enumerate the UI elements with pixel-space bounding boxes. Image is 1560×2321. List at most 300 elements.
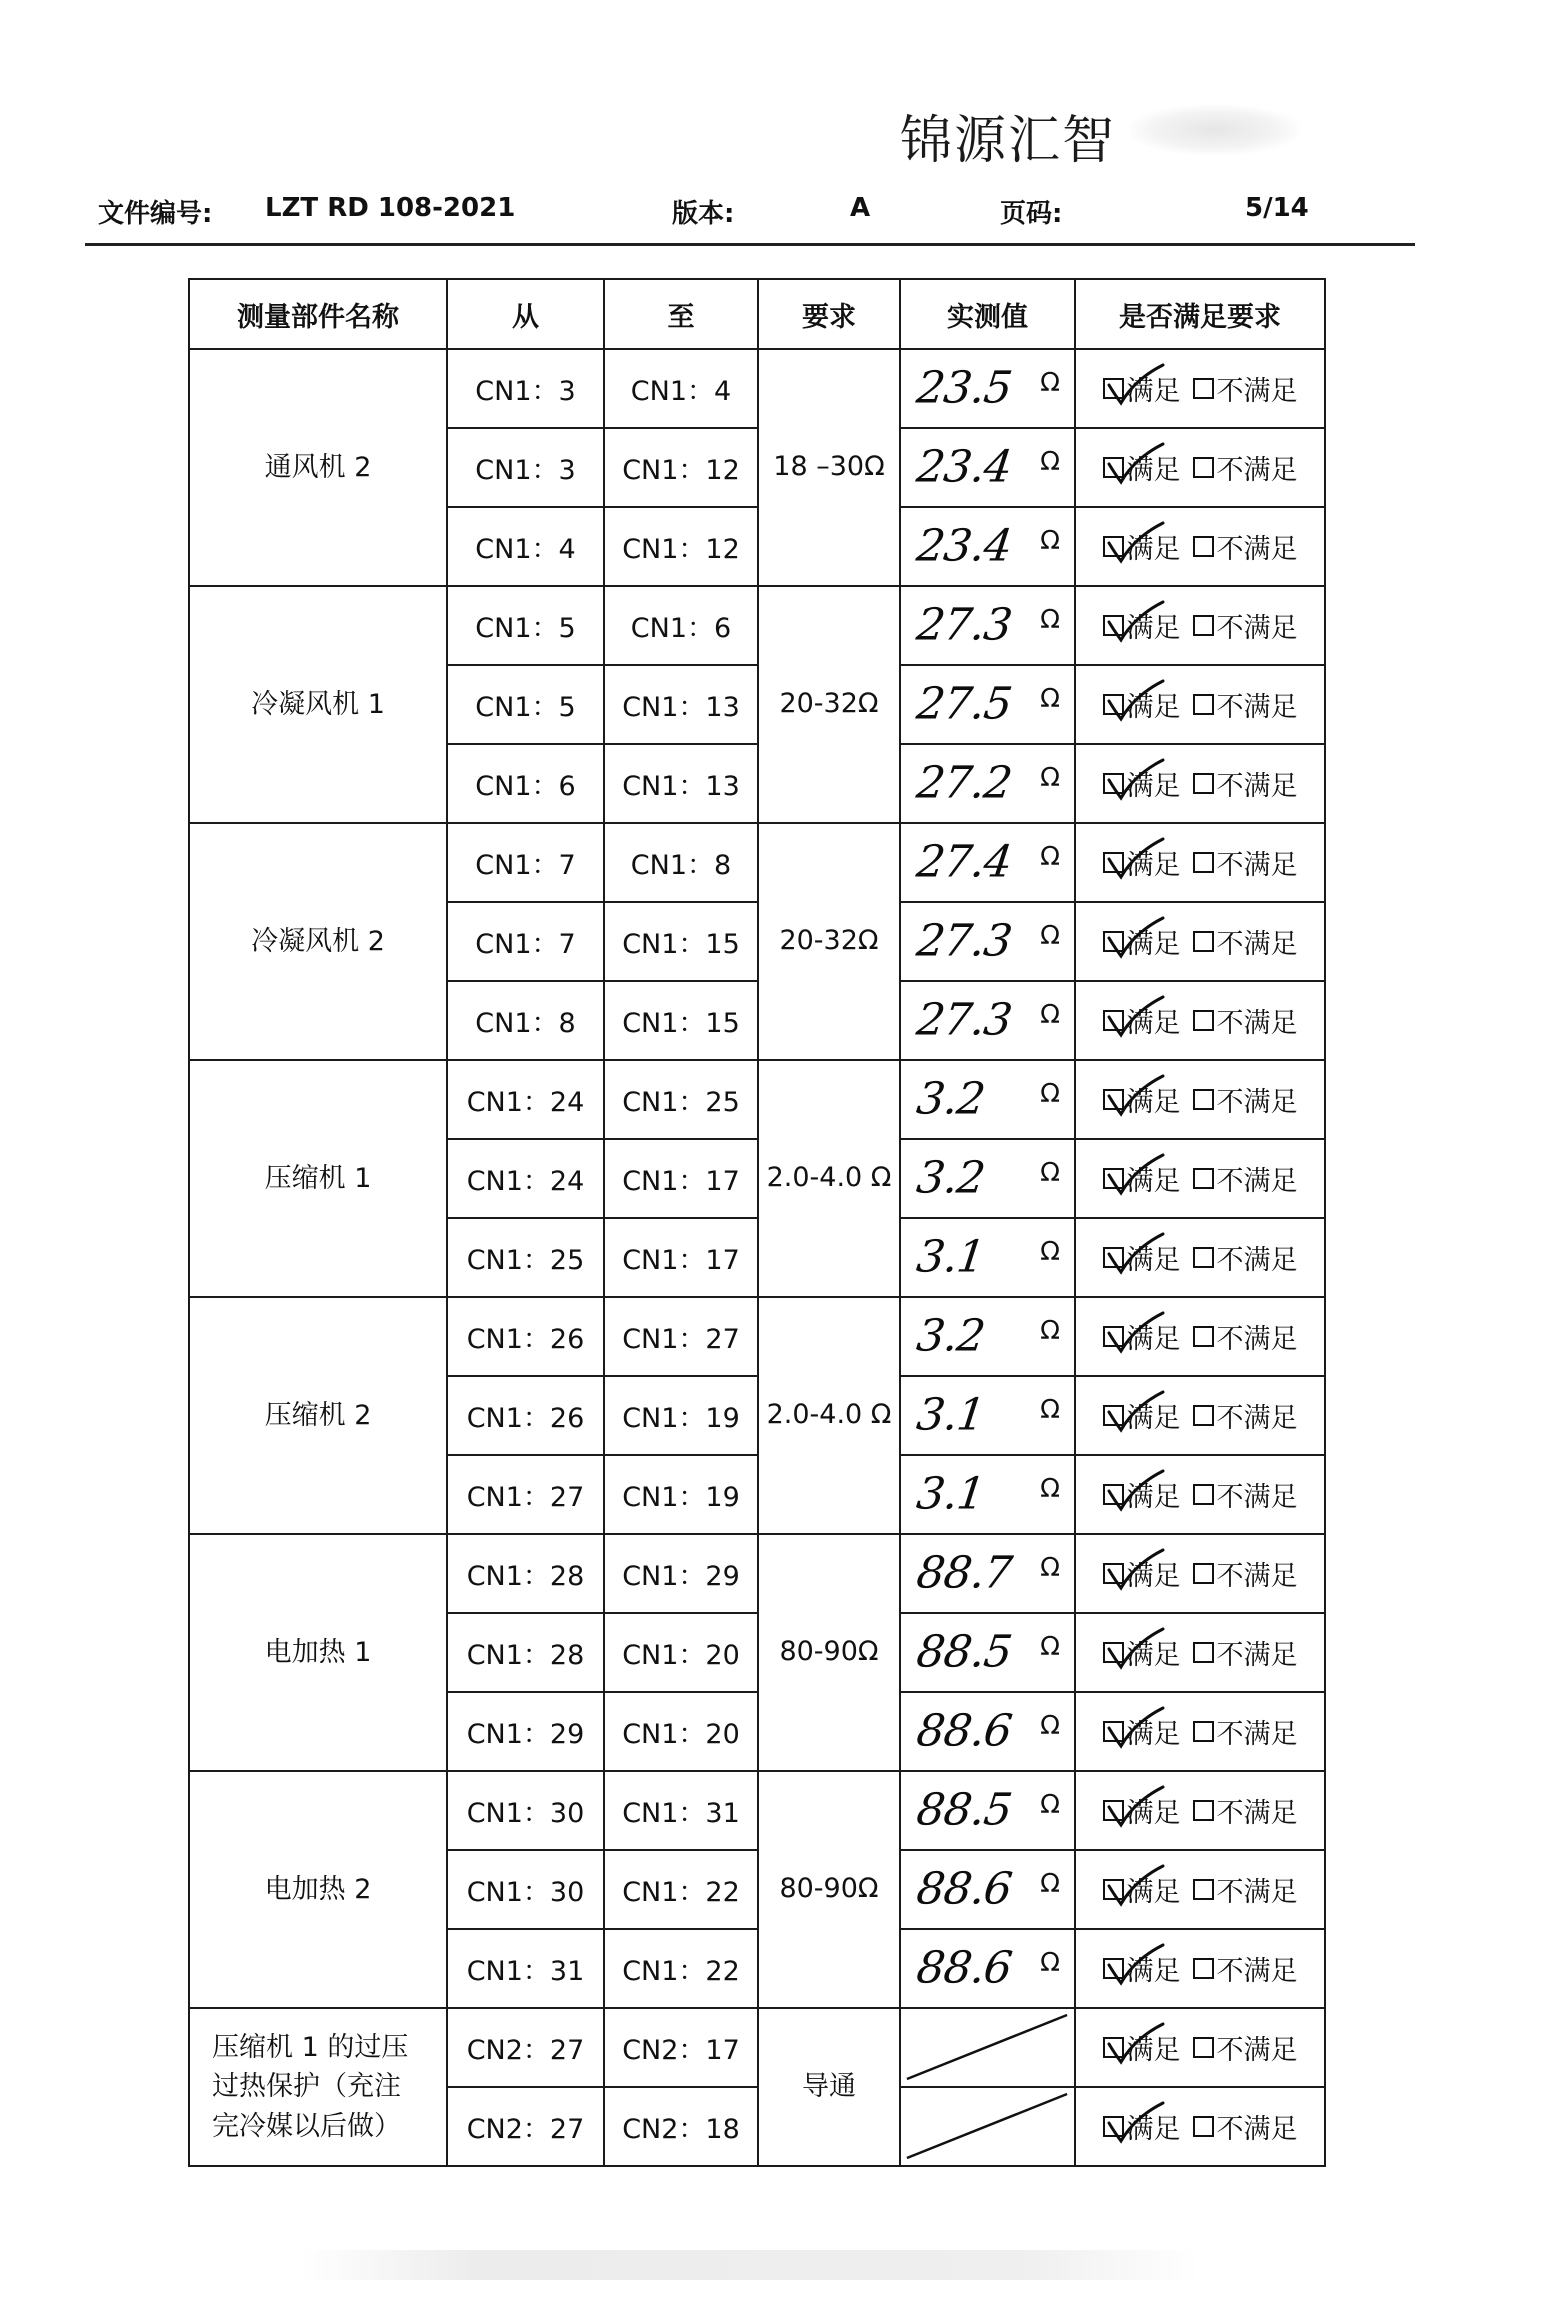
not-applicable-cell (900, 2008, 1075, 2087)
measured-value-cell (900, 349, 1075, 428)
handwritten-value: 3.2 (913, 1072, 988, 1124)
ohm-unit: Ω (1040, 447, 1060, 477)
measured-value-cell (900, 1376, 1075, 1455)
checkbox-box (1103, 1721, 1124, 1742)
handwritten-value: 3.1 (913, 1230, 988, 1282)
component-name: 冷凝风机 2 (189, 823, 447, 1060)
compliance-cell (1075, 2008, 1325, 2087)
not-satisfied-checkbox[interactable] (1193, 764, 1298, 803)
column-header: 实测值 (900, 279, 1075, 349)
not-satisfied-checkbox[interactable] (1193, 1633, 1298, 1672)
component-name-line: 完冷媒以后做） (212, 2110, 401, 2142)
checkbox-box (1103, 1089, 1124, 1110)
ohm-unit: Ω (1040, 1237, 1060, 1267)
handwritten-value: 27.3 (913, 598, 1015, 650)
measured-value-cell (900, 902, 1075, 981)
satisfied-checkbox[interactable] (1103, 685, 1181, 724)
checkbox-box (1103, 1642, 1124, 1663)
not-satisfied-checkbox[interactable] (1193, 1001, 1298, 1040)
satisfied-label: 满足 (1126, 613, 1181, 644)
not-satisfied-label: 不满足 (1216, 613, 1298, 644)
to-pin: CN1：13 (604, 744, 758, 823)
compliance-cell (1075, 428, 1325, 507)
checkbox-box (1193, 852, 1214, 873)
handwritten-value: 27.3 (913, 993, 1015, 1045)
from-pin: CN1：6 (447, 744, 604, 823)
measured-value-cell (900, 428, 1075, 507)
satisfied-checkbox[interactable] (1103, 764, 1181, 803)
checkbox-box (1193, 1563, 1214, 1584)
satisfied-label: 满足 (1126, 376, 1181, 407)
checkbox-box (1193, 536, 1214, 557)
ohm-unit: Ω (1040, 1474, 1060, 1504)
from-pin: CN1：24 (447, 1060, 604, 1139)
not-satisfied-label: 不满足 (1216, 455, 1298, 486)
satisfied-label: 满足 (1126, 929, 1181, 960)
from-pin: CN1：31 (447, 1929, 604, 2008)
handwritten-value: 23.4 (913, 440, 1015, 492)
ohm-unit: Ω (1040, 1079, 1060, 1109)
component-name: 电加热 1 (189, 1534, 447, 1771)
ohm-unit: Ω (1040, 921, 1060, 951)
from-pin: CN1：7 (447, 823, 604, 902)
not-satisfied-label: 不满足 (1216, 1561, 1298, 1592)
ohm-unit: Ω (1040, 684, 1060, 714)
to-pin: CN1：6 (604, 586, 758, 665)
not-satisfied-label: 不满足 (1216, 1324, 1298, 1355)
handwritten-value: 3.2 (913, 1309, 988, 1361)
table-row (189, 349, 1325, 428)
checkbox-box (1103, 1168, 1124, 1189)
not-satisfied-checkbox[interactable] (1193, 2107, 1298, 2146)
satisfied-checkbox[interactable] (1103, 1791, 1181, 1830)
strike-line (901, 2088, 1074, 2165)
satisfied-checkbox[interactable] (1103, 2028, 1181, 2067)
to-pin: CN1：12 (604, 507, 758, 586)
to-pin: CN1：27 (604, 1297, 758, 1376)
checkbox-box (1193, 1010, 1214, 1031)
to-pin: CN1：17 (604, 1139, 758, 1218)
ohm-unit: Ω (1040, 1948, 1060, 1978)
checkbox-box (1103, 615, 1124, 636)
not-satisfied-label: 不满足 (1216, 2035, 1298, 2066)
checkbox-box (1103, 1879, 1124, 1900)
satisfied-label: 满足 (1126, 1087, 1181, 1118)
not-satisfied-checkbox[interactable] (1193, 1238, 1298, 1277)
handwritten-value: 88.6 (913, 1862, 1015, 1914)
ohm-unit: Ω (1040, 842, 1060, 872)
compliance-cell (1075, 2087, 1325, 2166)
ohm-unit: Ω (1040, 1869, 1060, 1899)
table-header-row (189, 279, 1325, 349)
component-name (189, 2008, 447, 2166)
satisfied-label: 满足 (1126, 534, 1181, 565)
table-row (189, 1060, 1325, 1139)
handwritten-value: 88.5 (913, 1625, 1015, 1677)
handwritten-value: 27.4 (913, 835, 1015, 887)
not-satisfied-checkbox[interactable] (1193, 1080, 1298, 1119)
ohm-unit: Ω (1040, 1790, 1060, 1820)
from-pin: CN1：25 (447, 1218, 604, 1297)
not-satisfied-checkbox[interactable] (1193, 843, 1298, 882)
measured-value-cell (900, 1929, 1075, 2008)
satisfied-checkbox[interactable] (1103, 369, 1181, 408)
compliance-cell (1075, 1929, 1325, 2008)
table-row (189, 586, 1325, 665)
handwritten-value: 23.4 (913, 519, 1015, 571)
component-name: 冷凝风机 1 (189, 586, 447, 823)
handwritten-value: 88.7 (913, 1546, 1015, 1598)
satisfied-label: 满足 (1126, 692, 1181, 723)
requirement: 20-32Ω (758, 586, 900, 823)
checkbox-box (1193, 1800, 1214, 1821)
checkbox-box (1103, 1010, 1124, 1031)
checkbox-box (1193, 931, 1214, 952)
satisfied-checkbox[interactable] (1103, 448, 1181, 487)
from-pin: CN1：24 (447, 1139, 604, 1218)
not-satisfied-label: 不满足 (1216, 376, 1298, 407)
checkbox-box (1193, 1721, 1214, 1742)
not-satisfied-checkbox[interactable] (1193, 527, 1298, 566)
column-header: 至 (604, 279, 758, 349)
column-header: 测量部件名称 (189, 279, 447, 349)
satisfied-checkbox[interactable] (1103, 1396, 1181, 1435)
satisfied-checkbox[interactable] (1103, 1080, 1181, 1119)
from-pin: CN1：29 (447, 1692, 604, 1771)
not-satisfied-checkbox[interactable] (1193, 1475, 1298, 1514)
checkbox-box (1193, 694, 1214, 715)
satisfied-checkbox[interactable] (1103, 1001, 1181, 1040)
measured-value-cell (900, 665, 1075, 744)
compliance-cell (1075, 1455, 1325, 1534)
requirement: 导通 (758, 2008, 900, 2166)
not-satisfied-label: 不满足 (1216, 534, 1298, 565)
compliance-cell (1075, 823, 1325, 902)
to-pin: CN1：22 (604, 1850, 758, 1929)
not-satisfied-label: 不满足 (1216, 1008, 1298, 1039)
satisfied-label: 满足 (1126, 2035, 1181, 2066)
checkbox-box (1103, 2037, 1124, 2058)
compliance-cell (1075, 981, 1325, 1060)
from-pin: CN1：8 (447, 981, 604, 1060)
measured-value-cell (900, 823, 1075, 902)
handwritten-value: 88.6 (913, 1941, 1015, 1993)
to-pin: CN1：12 (604, 428, 758, 507)
compliance-cell (1075, 902, 1325, 981)
compliance-cell (1075, 665, 1325, 744)
table-row (189, 1297, 1325, 1376)
component-name-line: 过热保护（充注 (212, 2071, 401, 2103)
from-pin: CN2：27 (447, 2087, 604, 2166)
to-pin: CN1：19 (604, 1455, 758, 1534)
compliance-cell (1075, 507, 1325, 586)
checkbox-box (1103, 457, 1124, 478)
handwritten-value: 3.1 (913, 1388, 988, 1440)
satisfied-label: 满足 (1126, 455, 1181, 486)
checkbox-box (1193, 773, 1214, 794)
satisfied-checkbox[interactable] (1103, 843, 1181, 882)
satisfied-checkbox[interactable] (1103, 1238, 1181, 1277)
satisfied-checkbox[interactable] (1103, 527, 1181, 566)
to-pin: CN2：17 (604, 2008, 758, 2087)
satisfied-label: 满足 (1126, 1956, 1181, 1987)
measured-value-cell (900, 1060, 1075, 1139)
not-satisfied-label: 不满足 (1216, 771, 1298, 802)
from-pin: CN1：5 (447, 665, 604, 744)
not-satisfied-label: 不满足 (1216, 1877, 1298, 1908)
checkbox-box (1193, 1642, 1214, 1663)
handwritten-value: 88.5 (913, 1783, 1015, 1835)
satisfied-label: 满足 (1126, 850, 1181, 881)
from-pin: CN1：28 (447, 1534, 604, 1613)
handwritten-value: 3.1 (913, 1467, 988, 1519)
compliance-cell (1075, 1139, 1325, 1218)
from-pin: CN1：7 (447, 902, 604, 981)
ohm-unit: Ω (1040, 1158, 1060, 1188)
not-satisfied-label: 不满足 (1216, 1166, 1298, 1197)
page-number: 5/14 (1245, 193, 1309, 223)
checkbox-box (1193, 1405, 1214, 1426)
checkbox-box (1193, 1168, 1214, 1189)
compliance-cell (1075, 349, 1325, 428)
not-satisfied-label: 不满足 (1216, 1087, 1298, 1118)
not-satisfied-label: 不满足 (1216, 1956, 1298, 1987)
checkbox-box (1103, 1563, 1124, 1584)
column-header: 是否满足要求 (1075, 279, 1325, 349)
compliance-cell (1075, 744, 1325, 823)
handwritten-value: 27.5 (913, 677, 1015, 729)
to-pin: CN1：15 (604, 902, 758, 981)
satisfied-label: 满足 (1126, 771, 1181, 802)
satisfied-checkbox[interactable] (1103, 922, 1181, 961)
not-satisfied-label: 不满足 (1216, 2114, 1298, 2145)
ohm-unit: Ω (1040, 1711, 1060, 1741)
checkbox-box (1193, 2037, 1214, 2058)
to-pin: CN1：20 (604, 1692, 758, 1771)
compliance-cell (1075, 1692, 1325, 1771)
from-pin: CN1：28 (447, 1613, 604, 1692)
from-pin: CN1：26 (447, 1376, 604, 1455)
strike-line (901, 2009, 1074, 2086)
not-satisfied-checkbox[interactable] (1193, 1317, 1298, 1356)
company-brand: 锦源汇智 (900, 111, 1117, 171)
checkbox-box (1103, 852, 1124, 873)
to-pin: CN1：29 (604, 1534, 758, 1613)
requirement: 2.0-4.0 Ω (758, 1297, 900, 1534)
ohm-unit: Ω (1040, 605, 1060, 635)
table-row (189, 2008, 1325, 2087)
doc-number-label: 文件编号: (98, 199, 213, 229)
checkbox-box (1103, 536, 1124, 557)
satisfied-checkbox[interactable] (1103, 1159, 1181, 1198)
satisfied-label: 满足 (1126, 1008, 1181, 1039)
not-satisfied-checkbox[interactable] (1193, 1712, 1298, 1751)
not-satisfied-label: 不满足 (1216, 929, 1298, 960)
measured-value-cell (900, 744, 1075, 823)
compliance-cell (1075, 1771, 1325, 1850)
measured-value-cell (900, 1139, 1075, 1218)
satisfied-checkbox[interactable] (1103, 1633, 1181, 1672)
measured-value-cell (900, 1850, 1075, 1929)
not-satisfied-checkbox[interactable] (1193, 369, 1298, 408)
checkbox-box (1103, 1484, 1124, 1505)
checkbox-box (1193, 1958, 1214, 1979)
scan-smudge (1130, 105, 1300, 155)
not-satisfied-label: 不满足 (1216, 1798, 1298, 1829)
handwritten-value: 88.6 (913, 1704, 1015, 1756)
not-satisfied-label: 不满足 (1216, 1719, 1298, 1750)
not-satisfied-checkbox[interactable] (1193, 606, 1298, 645)
compliance-cell (1075, 1376, 1325, 1455)
requirement: 80-90Ω (758, 1534, 900, 1771)
handwritten-value: 27.2 (913, 756, 1015, 808)
satisfied-checkbox[interactable] (1103, 1870, 1181, 1909)
from-pin: CN1：26 (447, 1297, 604, 1376)
checkbox-box (1103, 1800, 1124, 1821)
from-pin: CN1：4 (447, 507, 604, 586)
component-name: 通风机 2 (189, 349, 447, 586)
ohm-unit: Ω (1040, 1553, 1060, 1583)
table-row (189, 1534, 1325, 1613)
satisfied-label: 满足 (1126, 1640, 1181, 1671)
not-satisfied-checkbox[interactable] (1193, 922, 1298, 961)
satisfied-label: 满足 (1126, 1482, 1181, 1513)
measured-value-cell (900, 507, 1075, 586)
measured-value-cell (900, 586, 1075, 665)
checkbox-box (1193, 1247, 1214, 1268)
version-label: 版本: (672, 199, 735, 229)
checkbox-box (1103, 1958, 1124, 1979)
ohm-unit: Ω (1040, 1395, 1060, 1425)
satisfied-label: 满足 (1126, 1166, 1181, 1197)
checkbox-box (1193, 378, 1214, 399)
column-header: 从 (447, 279, 604, 349)
compliance-cell (1075, 1218, 1325, 1297)
requirement: 80-90Ω (758, 1771, 900, 2008)
ohm-unit: Ω (1040, 1316, 1060, 1346)
requirement: 20-32Ω (758, 823, 900, 1060)
ohm-unit: Ω (1040, 526, 1060, 556)
handwritten-value: 3.2 (913, 1151, 988, 1203)
satisfied-label: 满足 (1126, 1798, 1181, 1829)
not-satisfied-label: 不满足 (1216, 1482, 1298, 1513)
ohm-unit: Ω (1040, 763, 1060, 793)
to-pin: CN1：19 (604, 1376, 758, 1455)
not-satisfied-label: 不满足 (1216, 692, 1298, 723)
to-pin: CN1：8 (604, 823, 758, 902)
satisfied-label: 满足 (1126, 1877, 1181, 1908)
from-pin: CN1：30 (447, 1771, 604, 1850)
not-satisfied-checkbox[interactable] (1193, 1949, 1298, 1988)
to-pin: CN1：4 (604, 349, 758, 428)
compliance-cell (1075, 1060, 1325, 1139)
checkbox-box (1103, 1405, 1124, 1426)
version-value: A (850, 193, 871, 223)
from-pin: CN1：27 (447, 1455, 604, 1534)
not-satisfied-checkbox[interactable] (1193, 1396, 1298, 1435)
handwritten-value: 27.3 (913, 914, 1015, 966)
checkbox-box (1193, 1484, 1214, 1505)
requirement: 2.0-4.0 Ω (758, 1060, 900, 1297)
satisfied-label: 满足 (1126, 1561, 1181, 1592)
checkbox-box (1193, 1326, 1214, 1347)
satisfied-checkbox[interactable] (1103, 1317, 1181, 1356)
compliance-cell (1075, 1613, 1325, 1692)
satisfied-label: 满足 (1126, 1245, 1181, 1276)
checkbox-box (1193, 615, 1214, 636)
satisfied-checkbox[interactable] (1103, 1712, 1181, 1751)
not-satisfied-checkbox[interactable] (1193, 1159, 1298, 1198)
from-pin: CN2：27 (447, 2008, 604, 2087)
table-row (189, 1771, 1325, 1850)
not-satisfied-checkbox[interactable] (1193, 1554, 1298, 1593)
handwritten-value: 23.5 (913, 361, 1015, 413)
satisfied-label: 满足 (1126, 1719, 1181, 1750)
to-pin: CN1：25 (604, 1060, 758, 1139)
checkbox-box (1193, 457, 1214, 478)
ohm-unit: Ω (1040, 1632, 1060, 1662)
measured-value-cell (900, 1534, 1075, 1613)
table-row (189, 823, 1325, 902)
satisfied-checkbox[interactable] (1103, 1949, 1181, 1988)
doc-number: LZT RD 108-2021 (265, 193, 516, 223)
satisfied-label: 满足 (1126, 1403, 1181, 1434)
checkbox-box (1193, 1089, 1214, 1110)
measured-value-cell (900, 1455, 1075, 1534)
measurement-table (188, 278, 1326, 2167)
checkbox-box (1103, 2116, 1124, 2137)
from-pin: CN1：3 (447, 428, 604, 507)
ohm-unit: Ω (1040, 368, 1060, 398)
satisfied-checkbox[interactable] (1103, 2107, 1181, 2146)
component-name: 压缩机 2 (189, 1297, 447, 1534)
to-pin: CN1：17 (604, 1218, 758, 1297)
checkbox-box (1103, 378, 1124, 399)
satisfied-checkbox[interactable] (1103, 1554, 1181, 1593)
compliance-cell (1075, 1850, 1325, 1929)
column-header: 要求 (758, 279, 900, 349)
scan-artifact (300, 2250, 1200, 2280)
measured-value-cell (900, 1692, 1075, 1771)
satisfied-label: 满足 (1126, 1324, 1181, 1355)
not-satisfied-label: 不满足 (1216, 1245, 1298, 1276)
from-pin: CN1：5 (447, 586, 604, 665)
checkbox-box (1103, 1326, 1124, 1347)
not-satisfied-checkbox[interactable] (1193, 1870, 1298, 1909)
to-pin: CN1：22 (604, 1929, 758, 2008)
satisfied-checkbox[interactable] (1103, 1475, 1181, 1514)
checkbox-box (1103, 773, 1124, 794)
component-name-line: 压缩机 1 的过压 (212, 2032, 409, 2064)
from-pin: CN1：3 (447, 349, 604, 428)
not-satisfied-checkbox[interactable] (1193, 1791, 1298, 1830)
satisfied-label: 满足 (1126, 2114, 1181, 2145)
not-satisfied-checkbox[interactable] (1193, 2028, 1298, 2067)
not-satisfied-checkbox[interactable] (1193, 685, 1298, 724)
requirement: 18 –30Ω (758, 349, 900, 586)
checkbox-box (1103, 694, 1124, 715)
not-satisfied-label: 不满足 (1216, 1403, 1298, 1434)
page-label: 页码: (1000, 199, 1063, 229)
to-pin: CN1：13 (604, 665, 758, 744)
satisfied-checkbox[interactable] (1103, 606, 1181, 645)
measured-value-cell (900, 981, 1075, 1060)
not-satisfied-label: 不满足 (1216, 850, 1298, 881)
measured-value-cell (900, 1771, 1075, 1850)
to-pin: CN1：20 (604, 1613, 758, 1692)
measured-value-cell (900, 1613, 1075, 1692)
not-satisfied-checkbox[interactable] (1193, 448, 1298, 487)
